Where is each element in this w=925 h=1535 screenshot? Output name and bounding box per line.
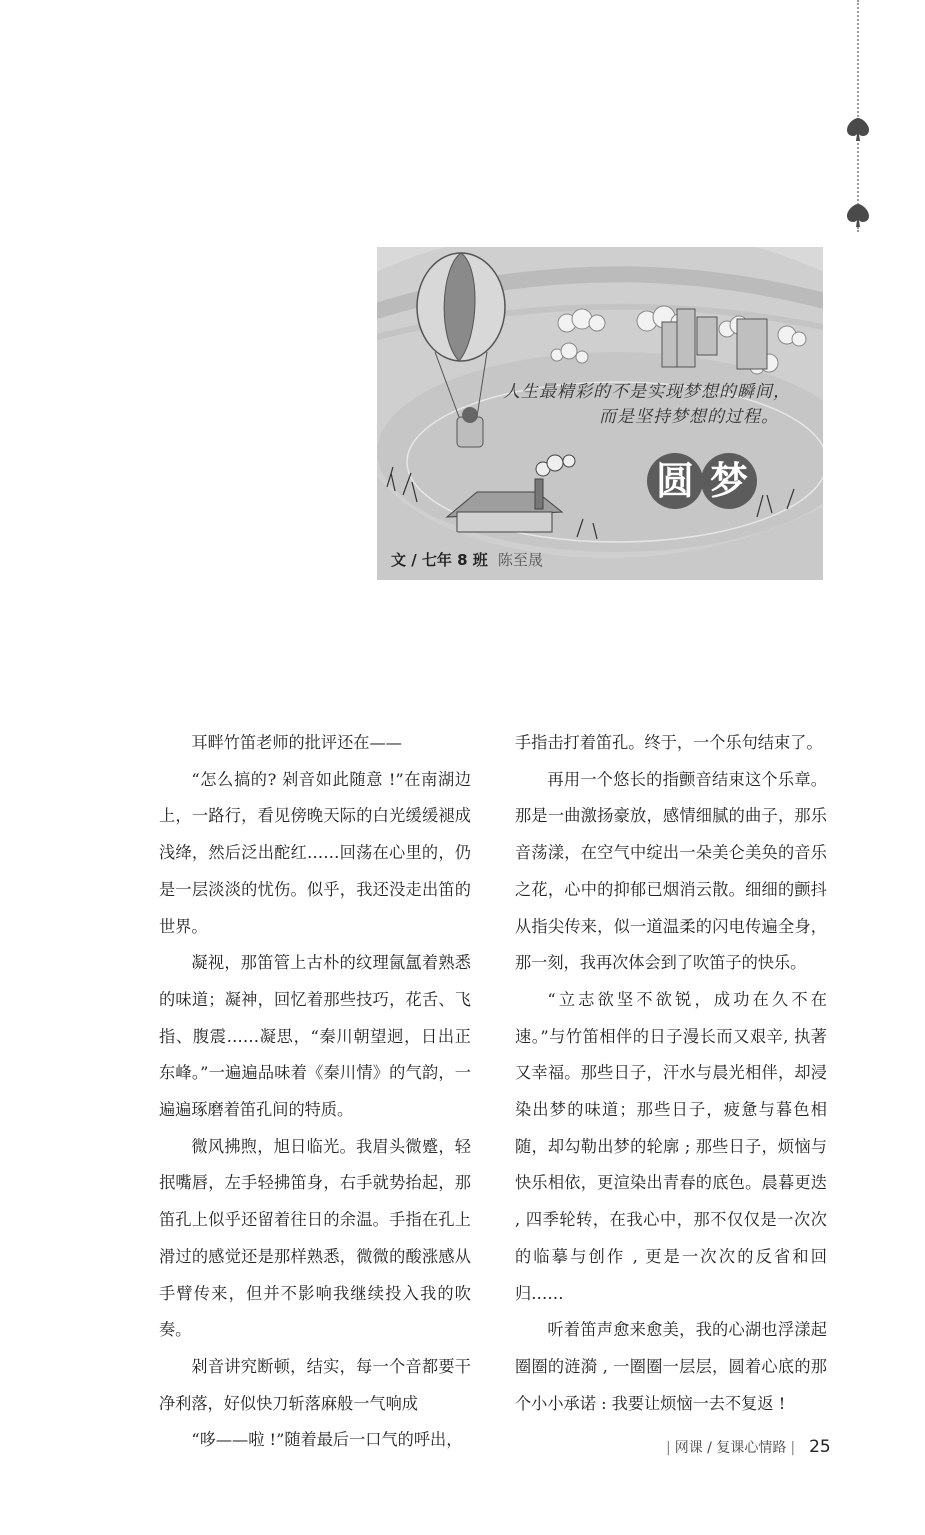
title-char-1: 圆 xyxy=(647,453,703,509)
article-column-left xyxy=(159,725,471,1459)
header-illustration xyxy=(377,247,823,580)
paragraph: 手指击打着笛孔。终于，一个乐句结束了。 xyxy=(515,733,823,752)
divider: | xyxy=(666,1440,671,1456)
divider: | xyxy=(790,1440,796,1456)
page-number: 25 xyxy=(809,1437,831,1457)
paragraph: “哆——啦 !”随着最后一口气的呼出， xyxy=(191,1430,463,1450)
page-footer xyxy=(662,1437,831,1457)
quote-line-1: 人生最精彩的不是实现梦想的瞬间， xyxy=(503,382,791,402)
paragraph: 听着笛声愈来愈美，我的心湖也浮漾起圈圈的涟漪 , 一圈圈一层层，圆着心底的那个小小承诺 : 我要让烦恼一去不复返 ! xyxy=(515,1320,827,1413)
paragraph: 剁音讲究断顿，结实，每一个音都要干净利落，好似快刀斩落麻般一气响成 xyxy=(159,1356,471,1413)
paragraph: “怎么搞的? 剁音如此随意 !”在南湖边上，一路行，看见傍晚天际的白光缓缓褪成浅绛，然后泛出酡红……回荡在心里的，仍是一层淡淡的忧伤。似乎，我还没走出笛的世界。 xyxy=(159,769,471,936)
illustration-quote xyxy=(503,380,803,430)
heart-icon xyxy=(843,200,873,230)
byline-class: 文 / 七年 8 班 xyxy=(391,551,488,569)
paragraph: “立志欲坚不欲锐，成功在久不在速。”与竹笛相伴的日子漫长而又艰辛, 执著又幸福。那些日子，汗水与晨光相伴，却浸染出梦的味道；那些日子，疲惫与暮色相随，却勾勒出梦的轮廓 ; 那些日子，烦恼与快乐相依，更渲染出青春的底色。晨暮更迭 , 四季轮转，在我心中，那不仅仅是一次次的临摹与创作 , 更是一次次的反省和回归…… xyxy=(515,989,827,1303)
article-title xyxy=(647,453,761,509)
section-title: 网课 / 复课心情路 xyxy=(674,1440,787,1456)
quote-line-2: 而是坚持梦想的过程。 xyxy=(599,407,779,427)
paragraph: 凝视，那笛管上古朴的纹理氤氲着熟悉的味道；凝神，回忆着那些技巧，花舌、飞指、腹震……凝思，“秦川朝望迥，日出正东峰。”一遍遍品味着《秦川情》的气韵，一遍遍琢磨着笛孔间的特质。 xyxy=(159,953,471,1120)
paragraph: 再用一个悠长的指颤音结束这个乐章。那是一曲激扬豪放，感情细腻的曲子，那乐音荡漾，在空气中绽出一朵美仑美奂的音乐之花，心中的抑郁已烟消云散。细细的颤抖从指尖传来，似一道温柔的闪电传遍全身，那一刻，我再次体会到了吹笛子的快乐。 xyxy=(515,769,827,973)
heart-icon xyxy=(843,114,873,144)
paragraph: 耳畔竹笛老师的批评还在—— xyxy=(191,733,402,752)
paragraph: 微风拂煦，旭日临光。我眉头微蹙，轻抿嘴唇，左手轻拂笛身，右手就势抬起，那笛孔上似乎还留着往日的余温。手指在孔上滑过的感觉还是那样熟悉，微微的酸涨感从手臂传来，但并不影响我继续投入我的吹奏。 xyxy=(159,1136,471,1340)
article-column-right xyxy=(515,725,827,1422)
byline xyxy=(391,549,543,570)
title-char-2: 梦 xyxy=(701,453,757,509)
byline-author: 陈至晟 xyxy=(497,551,543,569)
